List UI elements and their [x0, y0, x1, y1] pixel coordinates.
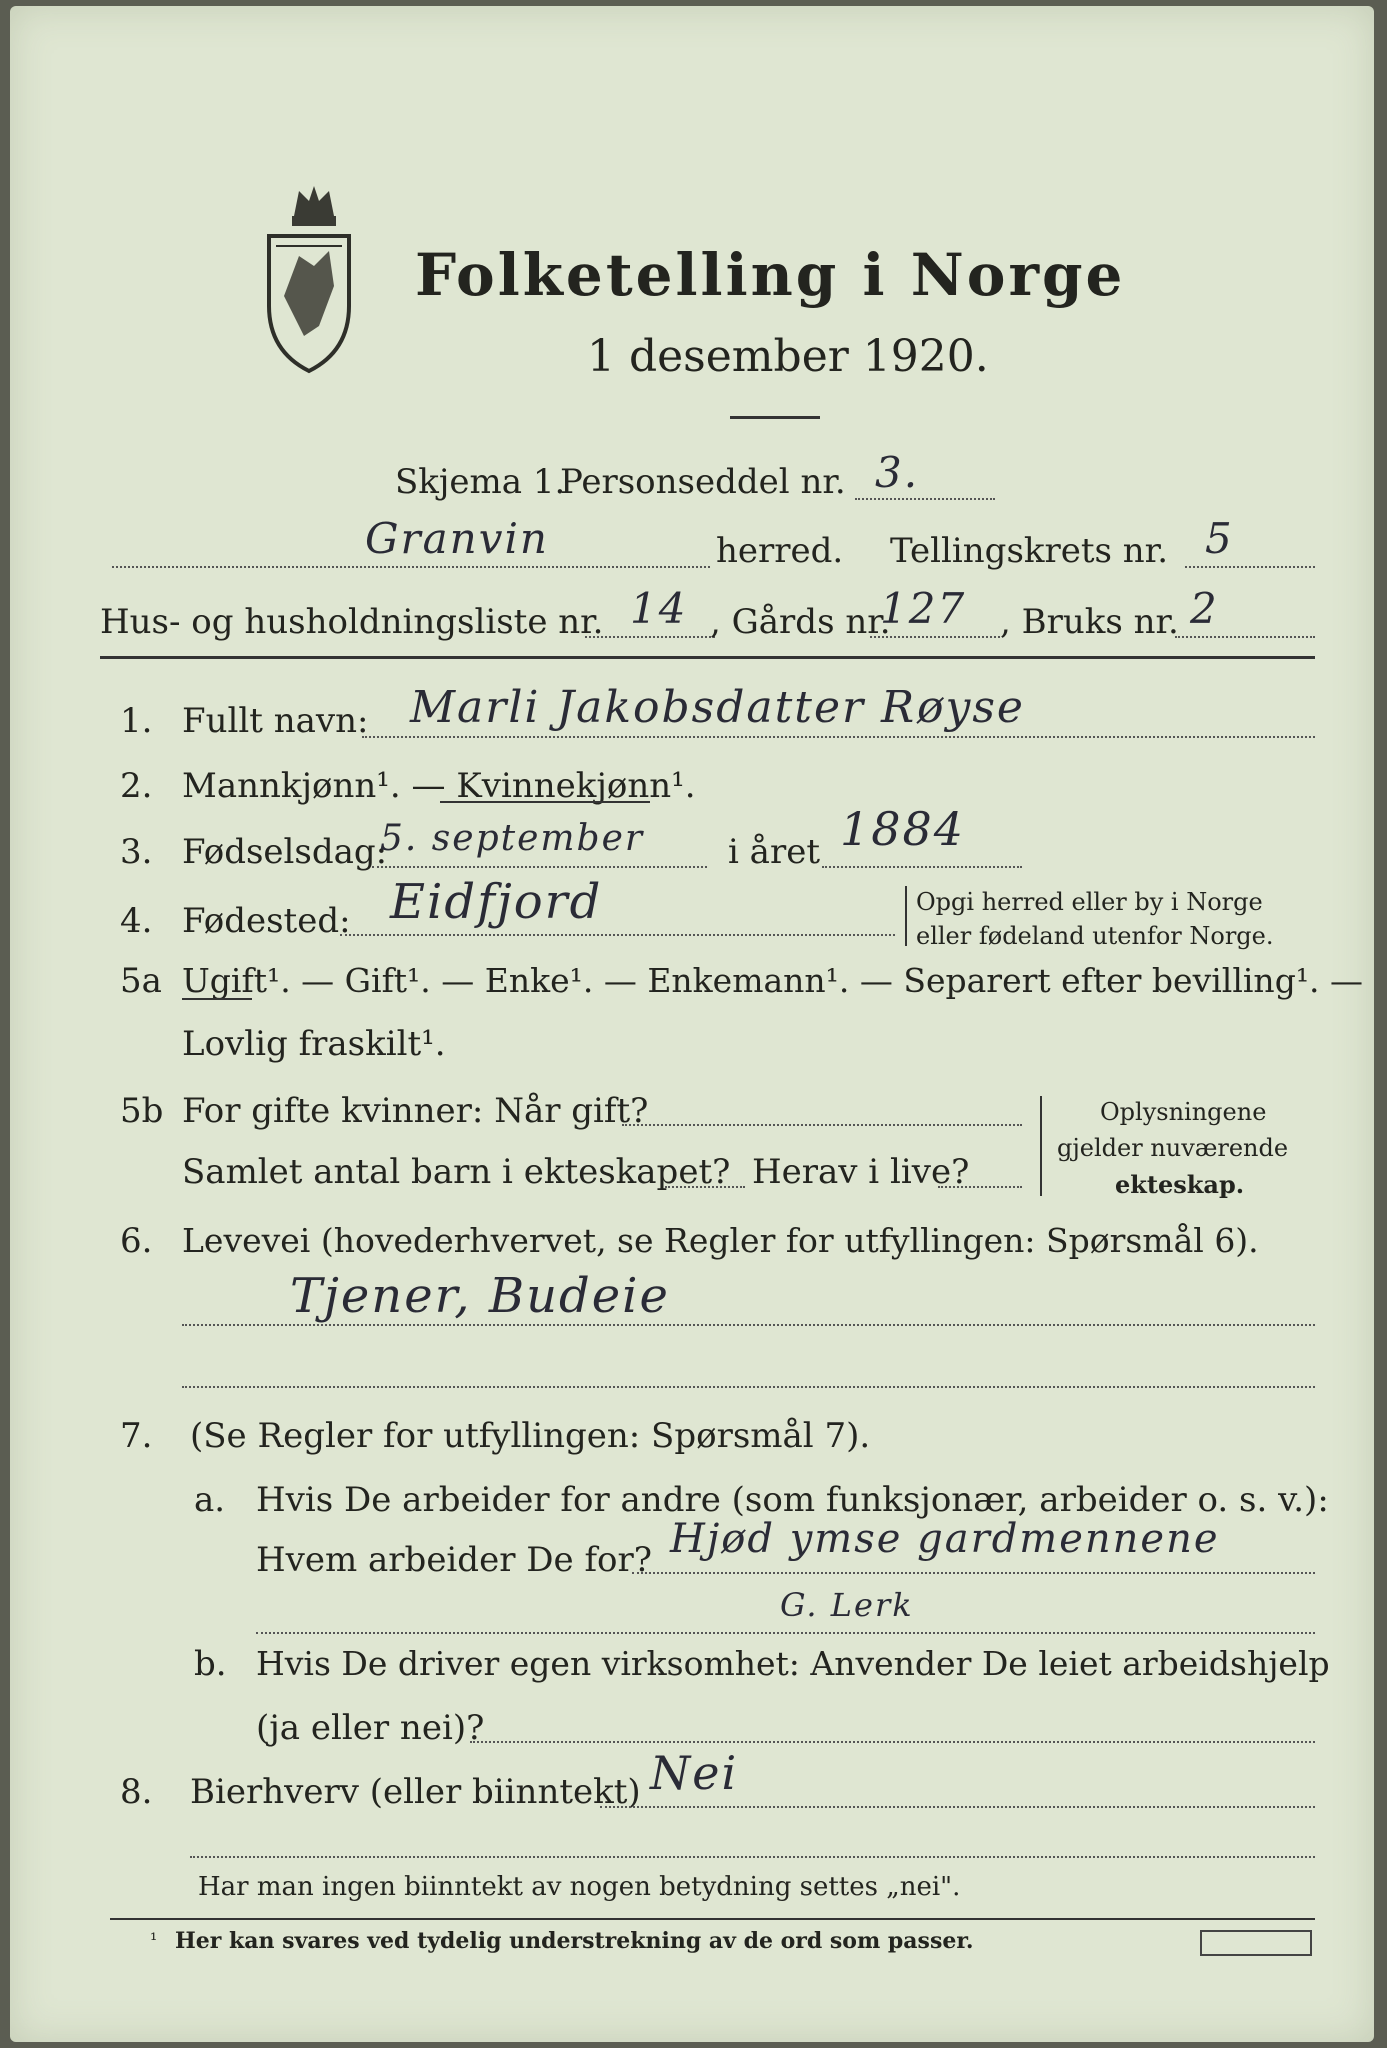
q7a-line: [632, 1572, 1315, 1574]
q6-value: Tjener, Budeie: [290, 1268, 670, 1324]
q2-number: 2.: [120, 766, 153, 806]
q7b-line2: (ja eller nei)?: [256, 1708, 485, 1748]
q4-value: Eidfjord: [390, 874, 603, 930]
q3-year-line: [822, 866, 1022, 868]
husliste-line: [585, 636, 715, 638]
title-divider: [730, 416, 820, 419]
q3-number: 3.: [120, 832, 153, 872]
tellingskrets-line: [1185, 566, 1315, 568]
q8-label: Bierhverv (eller biinntekt): [190, 1772, 641, 1812]
q7a-number: a.: [194, 1480, 226, 1520]
q5b-line2a: Samlet antal barn i ekteskapet?: [182, 1152, 731, 1192]
coat-of-arms-icon: [254, 176, 364, 376]
q7b-number: b.: [194, 1644, 227, 1684]
q8-value: Nei: [650, 1746, 739, 1800]
q7a-value2: G. Lerk: [780, 1586, 914, 1624]
printer-stamp: [1200, 1930, 1312, 1956]
q6-label: Levevei (hovederhvervet, se Regler for utfyllingen: Spørsmål 6).: [182, 1221, 1259, 1260]
footnote-divider: [110, 1918, 1315, 1920]
q8-line2: [190, 1856, 1315, 1858]
footnote: Her kan svares ved tydelig understrekning av de ord som passer.: [175, 1928, 974, 1954]
q5b-line1: For gifte kvinner: Når gift?: [182, 1091, 649, 1131]
gards-value: 127: [880, 584, 967, 633]
q6-line2: [182, 1386, 1315, 1388]
q4-note-line1: Opgi herred eller by i Norge: [916, 888, 1263, 916]
q3-year-value: 1884: [840, 802, 966, 856]
q1-value: Marli Jakobsdatter Røyse: [410, 682, 1025, 733]
q5b-note-line3: ekteskap.: [1115, 1170, 1245, 1199]
header-rule: [100, 656, 1315, 659]
bruks-label: , Bruks nr.: [1000, 602, 1179, 642]
q3-value: 5. september: [380, 818, 645, 859]
q4-number: 4.: [120, 901, 153, 941]
q8-line: [600, 1806, 1315, 1808]
q5b-note-line1: Oplysningene: [1100, 1098, 1267, 1126]
q3-label: Fødselsdag:: [182, 832, 388, 872]
herred-label: herred.: [716, 531, 844, 571]
footnote-mark: ¹: [150, 1930, 158, 1951]
personseddel-value: 3.: [875, 448, 920, 497]
q5b-gift-line: [622, 1124, 1022, 1126]
form-date: 1 desember 1920.: [587, 331, 989, 382]
q7b-line: [470, 1741, 1315, 1743]
bottom-note: Har man ingen biinntekt av nogen betydning settes „nei".: [198, 1872, 961, 1902]
gards-line: [870, 636, 1000, 638]
bruks-value: 2: [1190, 584, 1219, 633]
q4-label: Fødested:: [182, 901, 351, 941]
q1-number: 1.: [120, 701, 153, 741]
bruks-line: [1175, 636, 1315, 638]
q5a-underline-ugift: [182, 998, 252, 1000]
q5b-barn-line: [665, 1186, 745, 1188]
q5a-number: 5a: [120, 961, 162, 1001]
tellingskrets-label: Tellingskrets nr.: [890, 531, 1169, 571]
herred-line: [112, 566, 710, 568]
gards-label: , Gårds nr.: [710, 602, 891, 642]
q5b-line2b: Herav i live?: [752, 1152, 970, 1192]
q5a-line2: Lovlig fraskilt¹.: [182, 1024, 446, 1064]
q7a-line2-rule: [256, 1632, 1315, 1634]
q1-label: Fullt navn:: [182, 701, 369, 741]
q5b-note-line2: gjelder nuværende: [1057, 1134, 1289, 1162]
q4-note-brace: [905, 886, 907, 946]
form-title: Folketelling i Norge: [415, 241, 1126, 309]
q7a-value: Hjød ymse gardmennene: [670, 1516, 1220, 1562]
husliste-label: Hus- og husholdningsliste nr.: [100, 602, 604, 642]
q7a-line1: Hvis De arbeider for andre (som funksjonær, arbeider o. s. v.):: [256, 1480, 1329, 1520]
tellingskrets-value: 5: [1205, 514, 1234, 563]
q1-line: [362, 736, 1315, 738]
census-form: [10, 6, 1374, 2042]
q3-year-label: i året: [728, 832, 820, 872]
q7b-line1: Hvis De driver egen virksomhet: Anvender De leiet arbeidshjelp: [256, 1644, 1330, 1683]
q2-text: Mannkjønn¹. — Kvinnekjønn¹.: [182, 766, 696, 806]
q7-number: 7.: [120, 1416, 153, 1456]
q7a-line2: Hvem arbeider De for?: [256, 1540, 652, 1580]
q6-line1: [182, 1324, 1315, 1326]
q5b-note-brace: [1040, 1096, 1042, 1196]
husliste-value: 14: [630, 584, 688, 633]
q4-note-line2: eller fødeland utenfor Norge.: [916, 922, 1274, 950]
q5b-number: 5b: [120, 1091, 164, 1131]
q5b-live-line: [938, 1186, 1022, 1188]
herred-value: Granvin: [365, 514, 549, 563]
q6-number: 6.: [120, 1221, 153, 1261]
q5a-line1: Ugift¹. — Gift¹. — Enke¹. — Enkemann¹. — Separert efter bevilling¹. —: [182, 961, 1364, 1000]
q8-number: 8.: [120, 1772, 153, 1812]
personseddel-label: Personseddel nr.: [560, 462, 846, 502]
skjema-label: Skjema 1.: [395, 462, 566, 502]
q4-line: [340, 934, 895, 936]
q3-line: [372, 866, 707, 868]
personseddel-line: [855, 498, 995, 500]
q2-underline-kvinne: [440, 801, 650, 803]
q7-label: (Se Regler for utfyllingen: Spørsmål 7).: [190, 1416, 871, 1456]
